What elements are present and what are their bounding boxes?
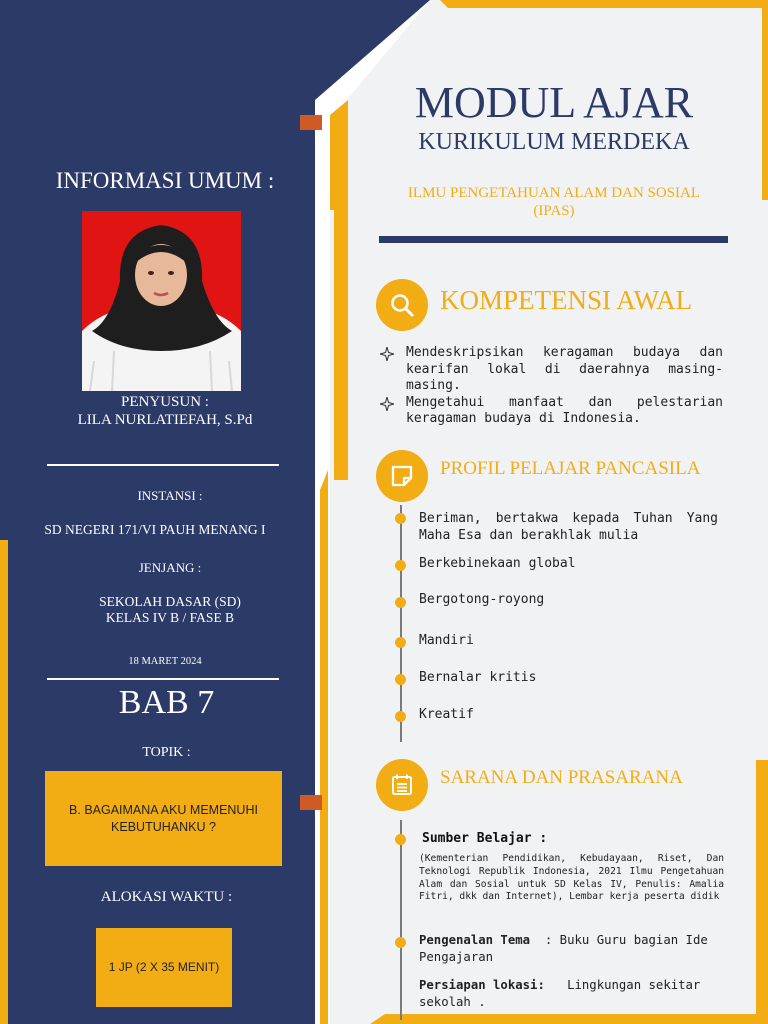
persiapan-lokasi [419, 977, 724, 1010]
topik-line-1: B. BAGAIMANA AKU MEMENUHI [69, 802, 258, 817]
timeline-dot [395, 513, 406, 524]
instansi-label: INSTANSI : [137, 488, 203, 503]
profil-item-6: Kreatif [419, 707, 474, 722]
kompetensi-heading: KOMPETENSI AWAL [440, 285, 693, 315]
timeline-dot [395, 560, 406, 571]
profil-item-2: Berkebinekaan global [419, 556, 576, 571]
profil-item-5: Bernalar kritis [419, 670, 537, 685]
timeline-dot [395, 597, 406, 608]
person-photo [82, 211, 241, 391]
divider [47, 464, 279, 466]
timeline-dot [395, 637, 406, 648]
pengenalan-tema [419, 932, 724, 965]
sumber-belajar-text: (Kementerian Pendidikan, Kebudayaan, Riset, Dan Teknologi Republik Indonesia, 2021 Ilmu Pengetahuan Alam dan Sosial untuk SD Kelas IV, Penulis: Amalia Fitri, dkk dan Internet), Lembar kerja peserta didik [419, 853, 724, 903]
timeline-dot [395, 674, 406, 685]
subject-line-2: (IPAS) [533, 203, 575, 219]
timeline-dot [395, 937, 406, 948]
document-subtitle: KURIKULUM MERDEKA [418, 129, 690, 155]
alokasi-box [96, 928, 232, 1007]
kompetensi-item: Mendeskripsikan keragaman budaya dan kearifan lokal di daerahnya masing-masing. [380, 345, 725, 395]
person-photo-illustration [82, 211, 241, 391]
sumber-belajar-label: Sumber Belajar : [422, 831, 548, 846]
jenjang-label: JENJANG : [138, 560, 202, 575]
alokasi-value: 1 JP (2 X 35 MENIT) [108, 960, 220, 974]
jenjang-line-1: SEKOLAH DASAR (SD) [99, 594, 241, 609]
topik-box [45, 771, 282, 866]
document-title: MODUL AJAR [414, 78, 694, 127]
kompetensi-item: Mengetahui manfaat dan pelestarian keragaman budaya di Indonesia. [380, 395, 725, 428]
topik-line-2: KEBUTUHANKU ? [111, 819, 216, 834]
pengenalan-label: Pengenalan Tema [419, 933, 531, 947]
instansi-value: SD NEGERI 171/VI PAUH MENANG I [44, 522, 266, 537]
pengenalan-text: : Buku Guru bagian Ide Pengajaran [419, 933, 708, 964]
timeline-dot [395, 711, 406, 722]
penyusun-label: PENYUSUN : [121, 394, 209, 410]
sarana-icon-circle [376, 759, 428, 811]
four-point-star-icon [380, 347, 394, 361]
bab-number: BAB 7 [118, 684, 215, 721]
sarana-heading: SARANA DAN PRASARANA [440, 767, 683, 788]
jenjang-line-2: KELAS IV B / FASE B [105, 610, 235, 625]
sticky-note-icon [389, 463, 415, 489]
subject-line-1: ILMU PENGETAHUAN ALAM DAN SOSIAL [407, 185, 701, 201]
four-point-star-icon [380, 397, 394, 411]
timeline-dot [395, 834, 406, 845]
persiapan-text: Lingkungan sekitar sekolah . [419, 978, 701, 1009]
persiapan-label: Persiapan lokasi: [419, 978, 545, 992]
calendar-list-icon [389, 772, 415, 798]
profil-item-4: Mandiri [419, 633, 474, 648]
informasi-umum-heading: INFORMASI UMUM : [55, 168, 275, 193]
profil-item-3: Bergotong-royong [419, 592, 545, 607]
topik-label: TOPIK : [142, 745, 191, 760]
kompetensi-icon-circle [376, 279, 428, 331]
alokasi-label: ALOKASI WAKTU : [100, 889, 233, 905]
search-icon [388, 291, 416, 319]
penyusun-name: LILA NURLATIEFAH, S.Pd [77, 412, 253, 428]
profil-item-1: Beriman, bertakwa kepada Tuhan Yang Maha Esa dan berakhlak mulia [419, 511, 718, 543]
profil-heading: PROFIL PELAJAR PANCASILA [440, 458, 701, 479]
profil-icon-circle [376, 450, 428, 502]
kompetensi-list [380, 345, 725, 428]
divider [47, 678, 279, 680]
date-label: 18 MARET 2024 [128, 656, 202, 667]
